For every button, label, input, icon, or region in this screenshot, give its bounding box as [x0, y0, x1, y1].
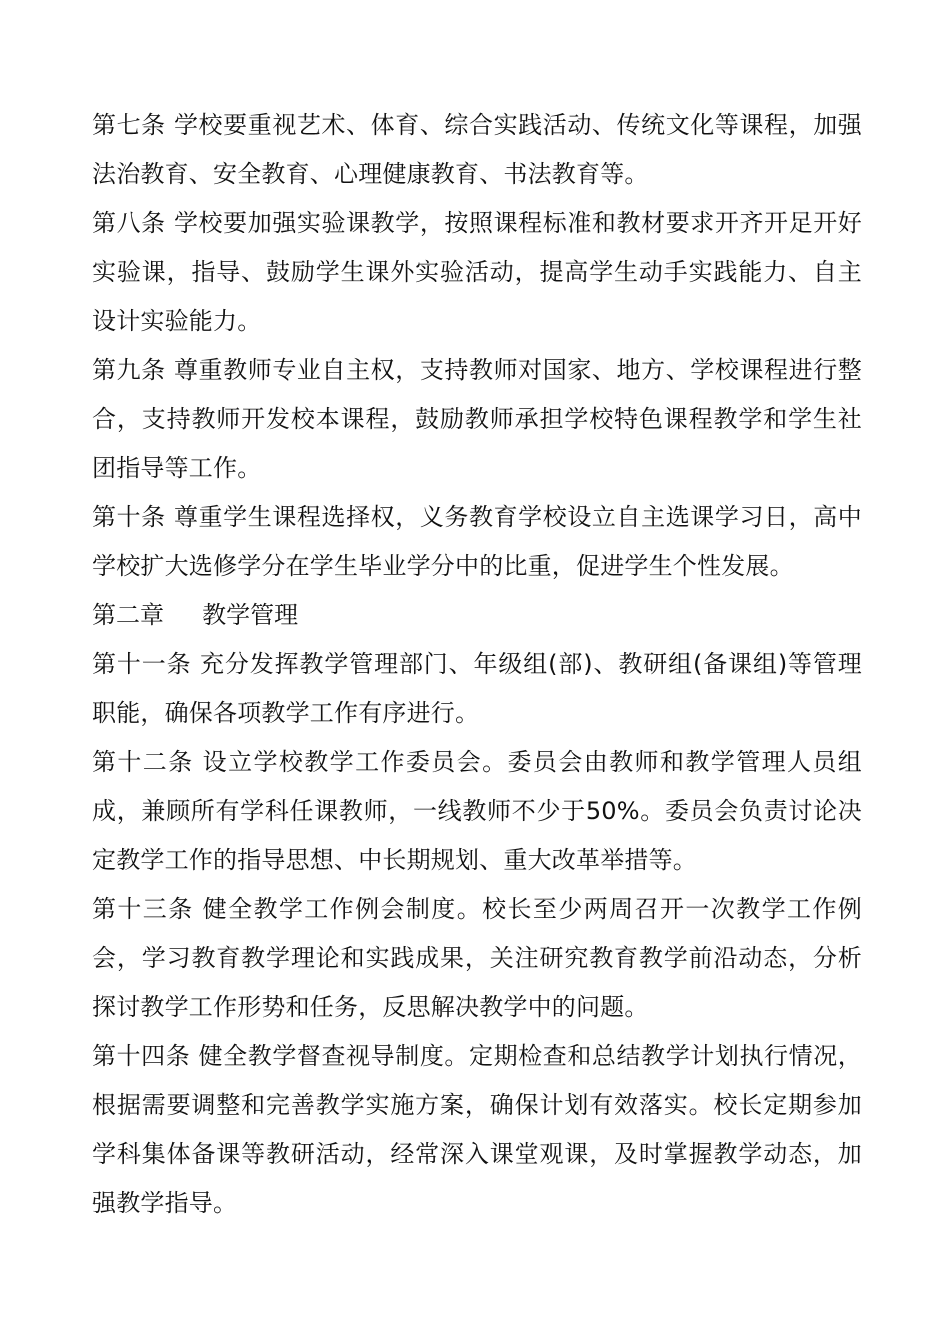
document-body	[92, 101, 862, 1228]
article-9: 第九条 尊重教师专业自主权，支持教师对国家、地方、学校课程进行整合，支持教师开发校本课程，鼓励教师承担学校特色课程教学和学生社团指导等工作。	[92, 356, 862, 482]
article-8: 第八条 学校要加强实验课教学，按照课程标准和教材要求开齐开足开好实验课，指导、鼓励学生课外实验活动，提高学生动手实践能力、自主设计实验能力。	[92, 209, 862, 335]
article-7: 第七条 学校要重视艺术、体育、综合实践活动、传统文化等课程，加强法治教育、安全教育、心理健康教育、书法教育等。	[92, 111, 862, 188]
article-11: 第十一条 充分发挥教学管理部门、年级组(部)、教研组(备课组)等管理职能，确保各项教学工作有序进行。	[92, 650, 862, 727]
article-13: 第十三条 健全教学工作例会制度。校长至少两周召开一次教学工作例会，学习教育教学理论和实践成果，关注研究教育教学前沿动态，分析探讨教学工作形势和任务，反思解决教学中的问题。	[92, 895, 862, 1021]
article-14: 第十四条 健全教学督查视导制度。定期检查和总结教学计划执行情况，根据需要调整和完善教学实施方案，确保计划有效落实。校长定期参加学科集体备课等教研活动，经常深入课堂观课，及时掌握教学动态，加强教学指导。	[92, 1042, 862, 1217]
article-10: 第十条 尊重学生课程选择权，义务教育学校设立自主选课学习日，高中学校扩大选修学分在学生毕业学分中的比重，促进学生个性发展。	[92, 503, 862, 580]
chapter-heading: 第二章 教学管理	[92, 601, 299, 629]
article-12: 第十二条 设立学校教学工作委员会。委员会由教师和教学管理人员组成，兼顾所有学科任课教师，一线教师不少于50%。委员会负责讨论决定教学工作的指导思想、中长期规划、重大改革举措等。	[92, 748, 862, 874]
